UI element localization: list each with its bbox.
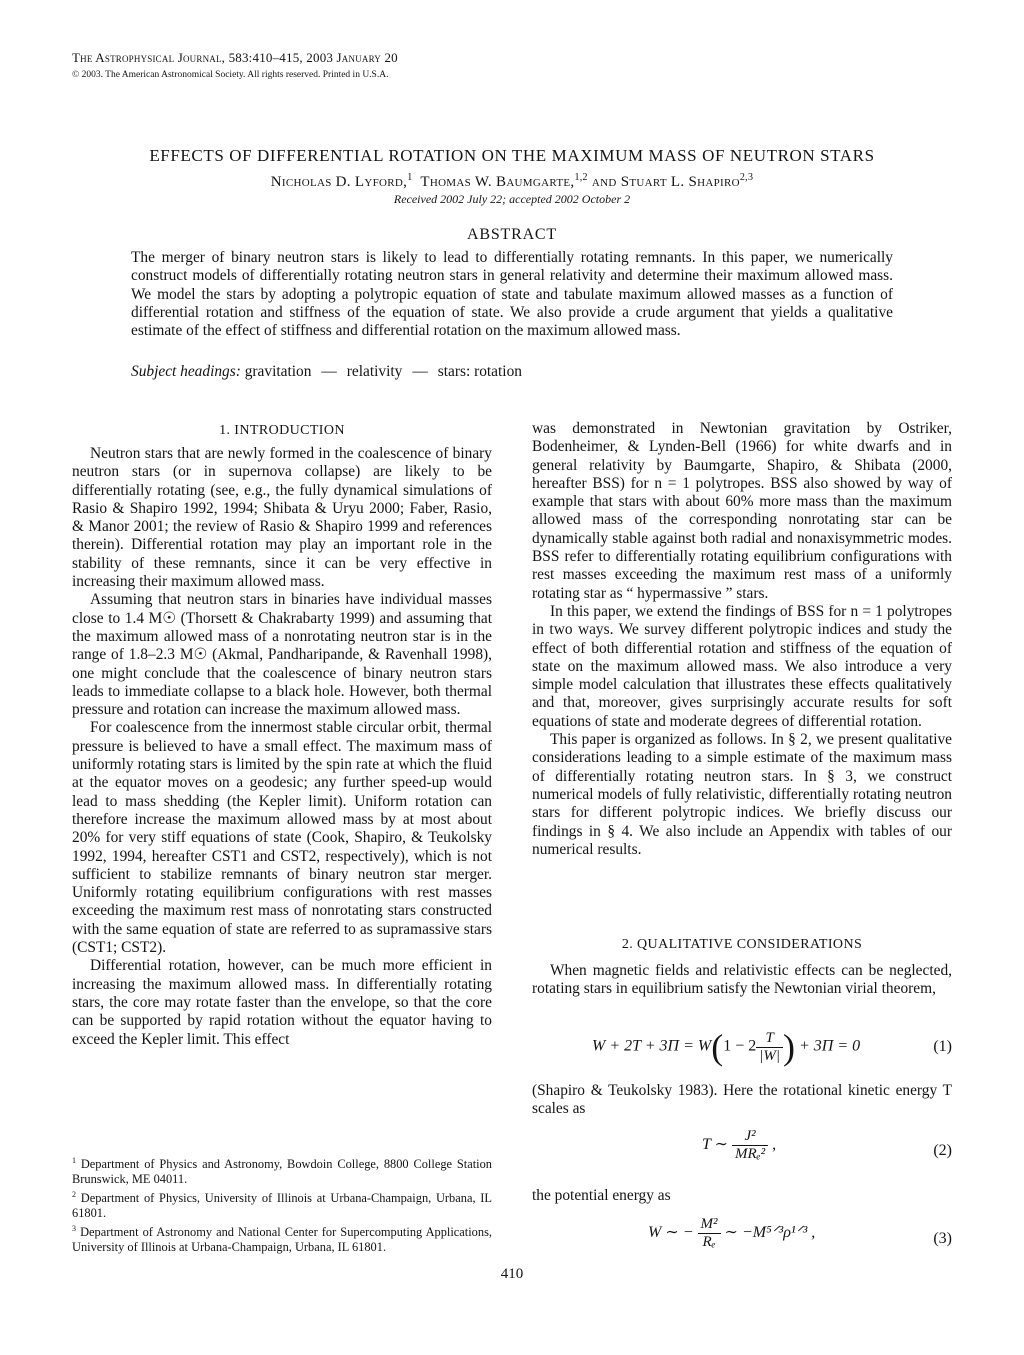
eq2-numerator: J² [732, 1128, 768, 1146]
subject-separator: — [321, 363, 337, 380]
paragraph: When magnetic fields and relativistic effects can be neglected, rotating stars in equilibrium satisfy the Newtonian virial theorem, [532, 962, 952, 998]
paragraph: Assuming that neutron stars in binaries have individual masses close to 1.4 M☉ (Thorsett & Chakrabarty 1999) and assuming that the maximum allowed mass of a nonrotating neutron star is in the range of 1.8–2.3 M☉ (Akmal, Pandharipande, & Ravenhall 1998), one might conclude that the coalescence of binary neutron stars leads to immediate collapse to a black hole. However, both thermal pressure and rotation can increase the maximum allowed mass. [72, 591, 492, 719]
author-affil-mark: 1 [407, 172, 413, 183]
footnote [72, 1153, 492, 1187]
footnotes [72, 1153, 492, 1255]
eq1-denominator: |W| [759, 1047, 780, 1064]
eq1-left: W + 2T + 3Π = W [592, 1037, 712, 1055]
equation-number: (2) [933, 1142, 952, 1159]
footnote-mark: 2 [72, 1190, 76, 1200]
copyright-line: © 2003. The American Astronomical Society. All rights reserved. Printed in U.S.A. [72, 70, 389, 80]
eq3-denominator: Rₑ [702, 1234, 716, 1250]
page-number: 410 [500, 1266, 524, 1282]
section2-intro [532, 962, 952, 999]
subject-headings [131, 363, 522, 381]
journal-citation: The Astrophysical Journal, 583:410–415, 2003 January 20 [72, 50, 398, 65]
subject-headings-label: Subject headings: [131, 363, 241, 380]
eq2-left: T ∼ [702, 1136, 729, 1154]
footnote-text: Department of Physics and Astronomy, Bowdoin College, 8800 College Station Brunswick, ME 04011. [72, 1157, 492, 1187]
equation-2 [532, 1128, 952, 1174]
abstract-text: The merger of binary neutron stars is likely to lead to differentially rotating remnants. In this paper, we numerically construct models of differentially rotating neutron stars in general relativity and determine their maximum allowed mass. We model the stars by adopting a polytropic equation of state and tabulate maximum allowed masses as a function of differential rotation and stiffness of the equation of state. We also provide a crude argument that yields a qualitative estimate of the effect of stiffness and differential rotation on the maximum allowed mass. [131, 249, 893, 340]
paragraph: the potential energy as [532, 1187, 671, 1204]
footnote [72, 1187, 492, 1221]
author-affil-mark: 1,2 [574, 172, 588, 183]
eq1-inner: 1 − 2 [723, 1037, 757, 1055]
footnote-mark: 1 [72, 1156, 76, 1165]
eq3-right: ∼ −M⁵ᐟ³ρ¹ᐟ³ , [724, 1224, 816, 1242]
subject-separator: — [412, 363, 428, 380]
subject-keyword: relativity [346, 363, 403, 380]
eq3-left: W ∼ − [648, 1224, 694, 1242]
footnote-text: Department of Astronomy and National Center for Supercomputing Applications, University of Illinois at Urbana-Champaign, Urbana, IL 61801. [72, 1225, 492, 1255]
paragraph: (Shapiro & Teukolsky 1983). Here the rotational kinetic energy T scales as [532, 1082, 952, 1118]
subject-keyword: stars: rotation [437, 363, 522, 380]
equation-number: (3) [933, 1230, 952, 1247]
section-heading-introduction: 1. INTRODUCTION [219, 423, 345, 438]
equation-number: (1) [933, 1038, 952, 1055]
equation-3 [532, 1216, 952, 1262]
left-column [72, 445, 492, 1049]
section-heading-qualitative: 2. QUALITATIVE CONSIDERATIONS [621, 937, 863, 952]
eq2-denominator: MRₑ² [735, 1146, 766, 1162]
author-name: Thomas W. Baumgarte, [420, 174, 575, 190]
paragraph: was demonstrated in Newtonian gravitation by Ostriker, Bodenheimer, & Lynden-Bell (1966) for white dwarfs and in general relativity by Baumgarte, Shapiro, & Shibata (2000, hereafter BSS) for n = 1 polytropes. BSS also showed by way of example that stars with about 60% more mass than the maximum allowed mass of the corresponding nonrotating star can be dynamically stable against both radial and nonaxisymmetric modes. BSS refer to differentially rotating equilibrium configurations with rest masses exceeding the maximum rest mass of a uniformly rotating star as “ hypermassive ” stars. [532, 420, 952, 602]
right-column [532, 420, 952, 859]
received-dates: Received 2002 July 22; accepted 2002 October 2 [393, 192, 631, 206]
author-list [0, 172, 1024, 191]
author-affil-mark: 2,3 [739, 172, 754, 183]
paragraph: This paper is organized as follows. In § 2, we present qualitative considerations leading to a simple estimate of the maximum mass of differentially rotating neutron stars. In § 3, we construct numerical models of fully relativistic, differentially rotating neutron stars for different polytropic indices. We briefly discuss our findings in § 4. We also include an Appendix with tables of our numerical results. [532, 731, 952, 858]
paragraph: For coalescence from the innermost stable circular orbit, thermal pressure is believed to have a small effect. The maximum mass of uniformly rotating stars is limited by the spin rate at which the fluid at the equator moves on a geodesic; any further speed-up would lead to mass shedding (the Kepler limit). Uniform rotation can therefore increase the maximum allowed mass by at most about 20% for very stiff equations of state (Cook, Shapiro, & Teukolsky 1992, 1994, hereafter CST1 and CST2, respectively), which is not sufficient to stabilize remnants of binary neutron star merger. Uniformly rotating equilibrium configurations with rest masses exceeding the maximum rest mass of nonrotating stars constructed with the same equation of state are referred to as supramassive stars (CST1; CST2). [72, 719, 492, 957]
author-name: Stuart L. Shapiro [620, 174, 740, 190]
subject-keyword: gravitation [244, 363, 312, 380]
eq2-right: , [772, 1136, 777, 1154]
paper-title: EFFECTS OF DIFFERENTIAL ROTATION ON THE MAXIMUM MASS OF NEUTRON STARS [149, 146, 875, 165]
eq3-numerator: M² [698, 1216, 721, 1234]
footnote-mark: 3 [72, 1224, 76, 1234]
author-name: Nicholas D. Lyford, [270, 174, 408, 190]
equation-1: W + 2T + 3Π = W(1 − 2 $\frac{T}{|W|}$ ) + 3Π = 0 (1) [592, 1027, 952, 1067]
paragraph: Differential rotation, however, can be much more efficient in increasing the maximum allowed mass. In differentially rotating stars, the core may rotate faster than the envelope, so that the core can be supported by rapid rotation without the equator having to exceed the Kepler limit. This effect [72, 957, 492, 1048]
footnote-text: Department of Physics, University of Illinois at Urbana-Champaign, Urbana, IL 61801. [72, 1191, 492, 1221]
author-conjunction: and [591, 174, 617, 190]
paragraph: Neutron stars that are newly formed in the coalescence of binary neutron stars (or in supernova collapse) are likely to be differentially rotating (see, e.g., the fully dynamical simulations of Rasio & Shapiro 1992, 1994; Shibata & Uryu 2000; Faber, Rasio, & Manor 2001; the review of Rasio & Shapiro 1999 and references therein). Differential rotation may play an important role in the stability of these remnants, since it can be very effective in increasing their maximum allowed mass. [72, 445, 492, 591]
abstract-heading: ABSTRACT [467, 226, 557, 243]
eq1-right: + 3Π = 0 [799, 1037, 861, 1055]
footnote [72, 1221, 492, 1255]
paragraph: In this paper, we extend the findings of BSS for n = 1 polytropes in two ways. We survey different polytropic indices and study the effect of both differential rotation and stiffness of the equation of state on the maximum allowed mass. We also introduce a very simple model calculation that illustrates these effects qualitatively and that, moreover, gives surprisingly accurate results for soft equations of state and moderate degrees of differential rotation. [532, 602, 952, 730]
eq1-numerator: T [756, 1030, 783, 1048]
